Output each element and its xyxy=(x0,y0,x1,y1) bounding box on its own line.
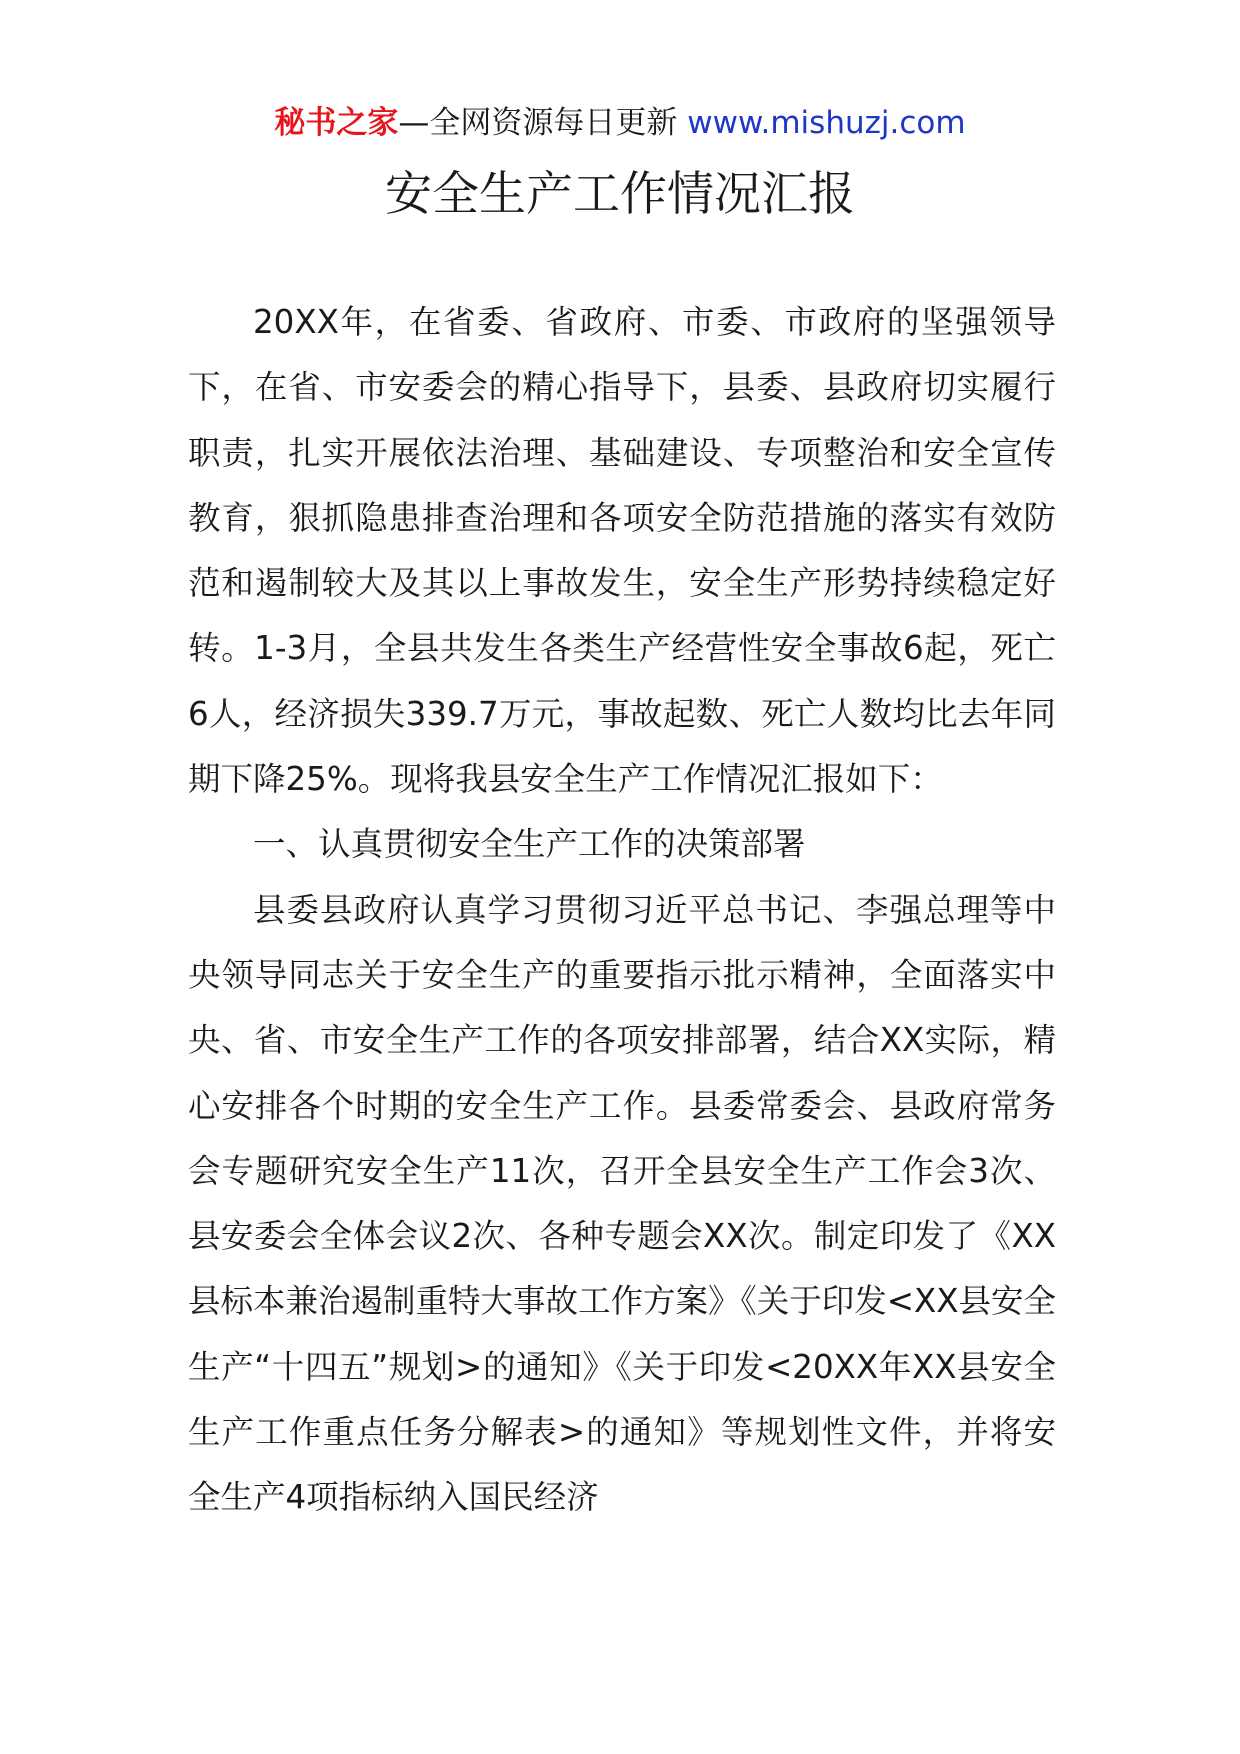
site-header xyxy=(0,100,1240,146)
section-heading: 一、认真贯彻安全生产工作的决策部署 xyxy=(253,825,806,864)
header-slogan: —全网资源每日更新 xyxy=(398,105,678,141)
site-url: www.mishuzj.com xyxy=(687,105,966,141)
section-paragraph: 县委县政府认真学习贯彻习近平总书记、李强总理等中央领导同志关于安全生产的重要指示批示精神，全面落实中央、省、市安全生产工作的各项安排部署，结合XX实际，精心安排各个时期的安全生产工作。县委常委会、县政府常务会专题研究安全生产11次，召开全县安全生产工作会3次、县安委会全体会议2次、各种专题会XX次。制定印发了《XX县标本兼治遏制重特大事故工作方案》《关于印发<XX县安全生产“十四五”规划>的通知》《关于印发<20XX年XX县安全生产工作重点任务分解表>的通知》等规划性文件，并将安全生产4项指标纳入国民经济 xyxy=(188,890,1057,1517)
document-title: 安全生产工作情况汇报 xyxy=(385,167,855,222)
intro-paragraph: 20XX年，在省委、省政府、市委、市政府的坚强领导下，在省、市安委会的精心指导下，县委、县政府切实履行职责，扎实开展依法治理、基础建设、专项整治和安全宣传教育，狠抓隐患排查治理和各项安全防范措施的落实有效防范和遏制较大及其以上事故发生，安全生产形势持续稳定好转。1-3月，全县共发生各类生产经营性安全事故6起，死亡6人，经济损失339.7万元，事故起数、死亡人数均比去年同期下降25%。现将我县安全生产工作情况汇报如下： xyxy=(188,303,1056,799)
document-body xyxy=(188,290,1056,1531)
brand-name: 秘书之家 xyxy=(274,105,399,141)
